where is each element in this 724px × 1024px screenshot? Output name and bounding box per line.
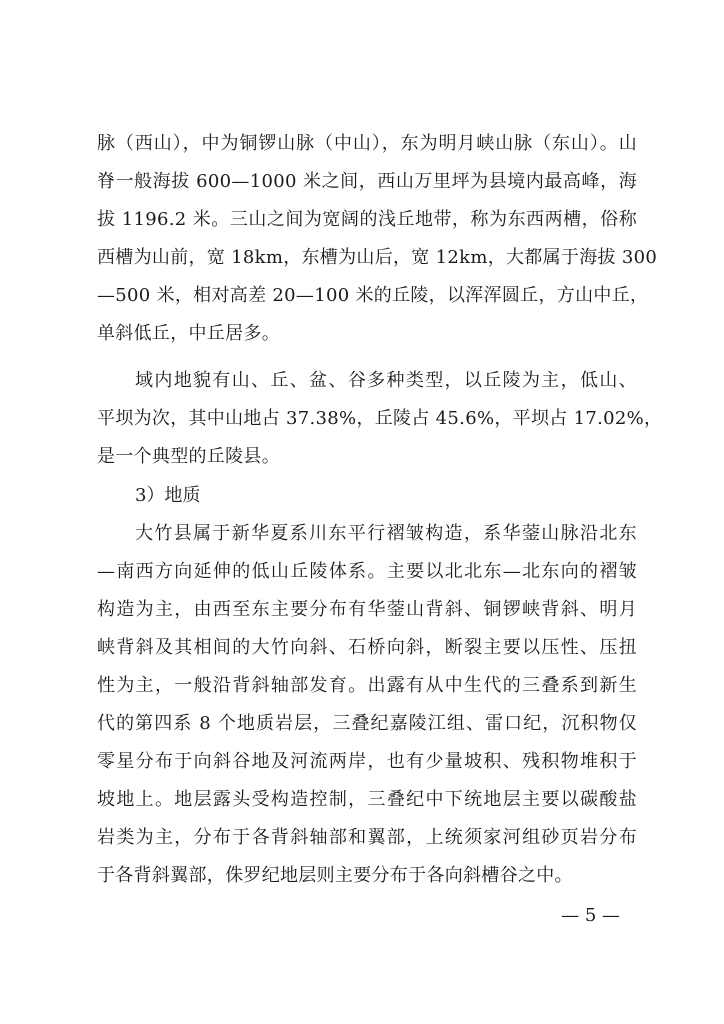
paragraph-3-line-4: 峡背斜及其相间的大竹向斜、石桥向斜，断裂主要以压性、压扭 xyxy=(97,637,637,658)
paragraph-1-line-5: —500 米，相对高差 20—100 米的丘陵，以浑浑圆丘，方山中丘， xyxy=(97,285,649,306)
paragraph-3-line-3: 构造为主，由西至东主要分布有华蓥山背斜、铜锣峡背斜、明月 xyxy=(97,599,637,620)
paragraph-1-line-2: 脊一般海拔 600—1000 米之间，西山万里坪为县境内最高峰，海 xyxy=(97,171,637,192)
paragraph-3-line-1: 大竹县属于新华夏系川东平行褶皱构造，系华蓥山脉沿北东 xyxy=(135,523,637,544)
paragraph-3-line-9: 岩类为主，分布于各背斜轴部和翼部，上统须家河组砂页岩分布 xyxy=(97,827,637,848)
section-heading: 3）地质 xyxy=(135,485,201,506)
paragraph-3-line-2: —南西方向延伸的低山丘陵体系。主要以北北东—北东向的褶皱 xyxy=(97,561,637,582)
paragraph-2-line-2: 平坝为次，其中山地占 37.38%，丘陵占 45.6%，平坝占 17.02%， xyxy=(97,408,663,429)
paragraph-3-line-6: 代的第四系 8 个地质岩层，三叠纪嘉陵江组、雷口纪，沉积物仅 xyxy=(97,713,637,734)
paragraph-3-line-8: 坡地上。地层露头受构造控制，三叠纪中下统地层主要以碳酸盐 xyxy=(97,789,637,810)
paragraph-2-line-3: 是一个典型的丘陵县。 xyxy=(97,446,280,467)
paragraph-1-line-4: 西槽为山前，宽 18km，东槽为山后，宽 12km，大都属于海拔 300 xyxy=(97,247,658,268)
paragraph-3-line-10: 于各背斜翼部，侏罗纪地层则主要分布于各向斜槽谷之中。 xyxy=(97,865,573,886)
paragraph-1-line-6: 单斜低丘，中丘居多。 xyxy=(97,323,280,344)
paragraph-2-line-1: 域内地貌有山、丘、盆、谷多种类型，以丘陵为主，低山、 xyxy=(135,370,637,391)
paragraph-3-line-7: 零星分布于向斜谷地及河流两岸，也有少量坡积、残积物堆积于 xyxy=(97,751,637,772)
page-number: — 5 — xyxy=(561,905,620,926)
paragraph-3-line-5: 性为主，一般沿背斜轴部发育。出露有从中生代的三叠系到新生 xyxy=(97,675,637,696)
paragraph-1-line-3: 拔 1196.2 米。三山之间为宽阔的浅丘地带，称为东西两槽，俗称 xyxy=(97,209,637,230)
paragraph-1-line-1: 脉（西山），中为铜锣山脉（中山），东为明月峡山脉（东山）。山 xyxy=(97,133,637,154)
